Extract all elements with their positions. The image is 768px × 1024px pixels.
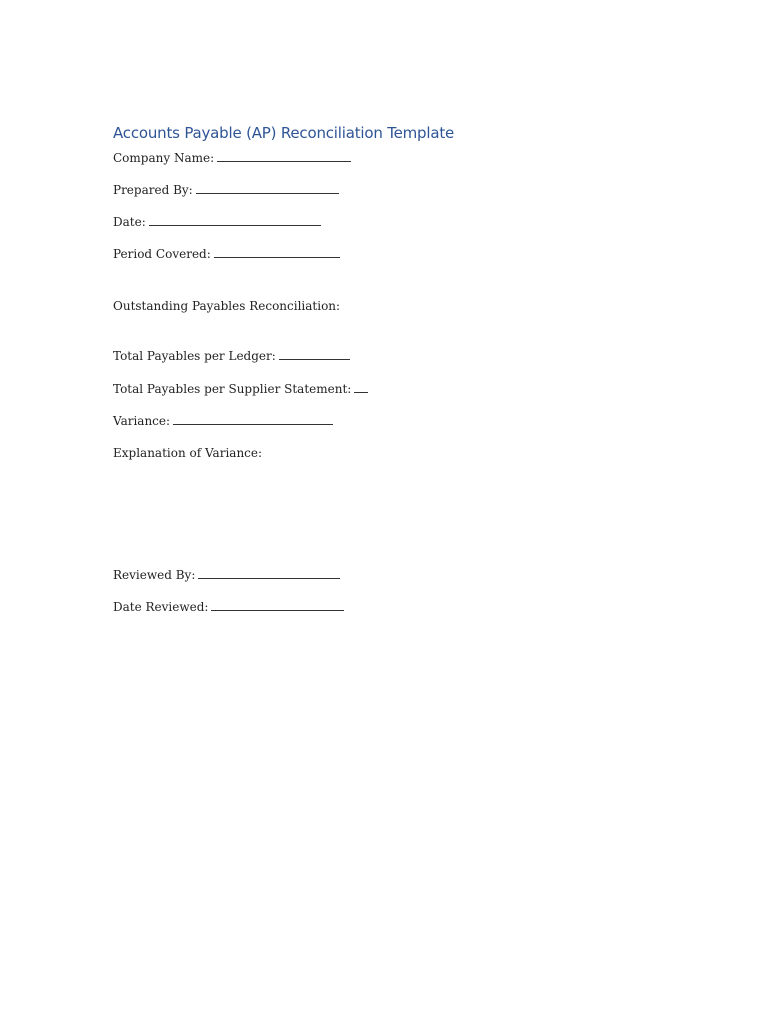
company-name-field bbox=[113, 150, 351, 166]
outstanding-payables-heading bbox=[113, 298, 340, 314]
variance-blank[interactable] bbox=[173, 413, 333, 425]
date-blank[interactable] bbox=[149, 214, 321, 226]
company-name-blank[interactable] bbox=[217, 150, 351, 162]
period-covered-label: Period Covered: bbox=[113, 247, 211, 261]
document-title: Accounts Payable (AP) Reconciliation Template bbox=[113, 124, 455, 142]
variance-label: Variance: bbox=[113, 414, 171, 428]
date-field bbox=[113, 214, 321, 230]
date-reviewed-blank[interactable] bbox=[211, 599, 344, 611]
total-ledger-field bbox=[113, 348, 350, 364]
total-supplier-label: Total Payables per Supplier Statement: bbox=[113, 382, 352, 396]
prepared-by-field bbox=[113, 182, 339, 198]
total-supplier-field bbox=[113, 381, 368, 397]
total-supplier-blank[interactable] bbox=[354, 381, 368, 393]
date-label: Date: bbox=[113, 215, 146, 229]
explanation-field bbox=[113, 445, 262, 461]
date-reviewed-field bbox=[113, 599, 344, 615]
variance-field bbox=[113, 413, 333, 429]
outstanding-payables-label: Outstanding Payables Reconciliation: bbox=[113, 299, 341, 313]
reviewed-by-label: Reviewed By: bbox=[113, 568, 196, 582]
date-reviewed-label: Date Reviewed: bbox=[113, 600, 209, 614]
reviewed-by-field bbox=[113, 567, 340, 583]
total-ledger-label: Total Payables per Ledger: bbox=[113, 349, 276, 363]
explanation-label: Explanation of Variance: bbox=[113, 446, 263, 460]
prepared-by-blank[interactable] bbox=[196, 182, 339, 194]
prepared-by-label: Prepared By: bbox=[113, 183, 193, 197]
total-ledger-blank[interactable] bbox=[279, 348, 350, 360]
period-covered-blank[interactable] bbox=[214, 246, 340, 258]
reviewed-by-blank[interactable] bbox=[198, 567, 340, 579]
company-name-label: Company Name: bbox=[113, 151, 215, 165]
period-covered-field bbox=[113, 246, 340, 262]
